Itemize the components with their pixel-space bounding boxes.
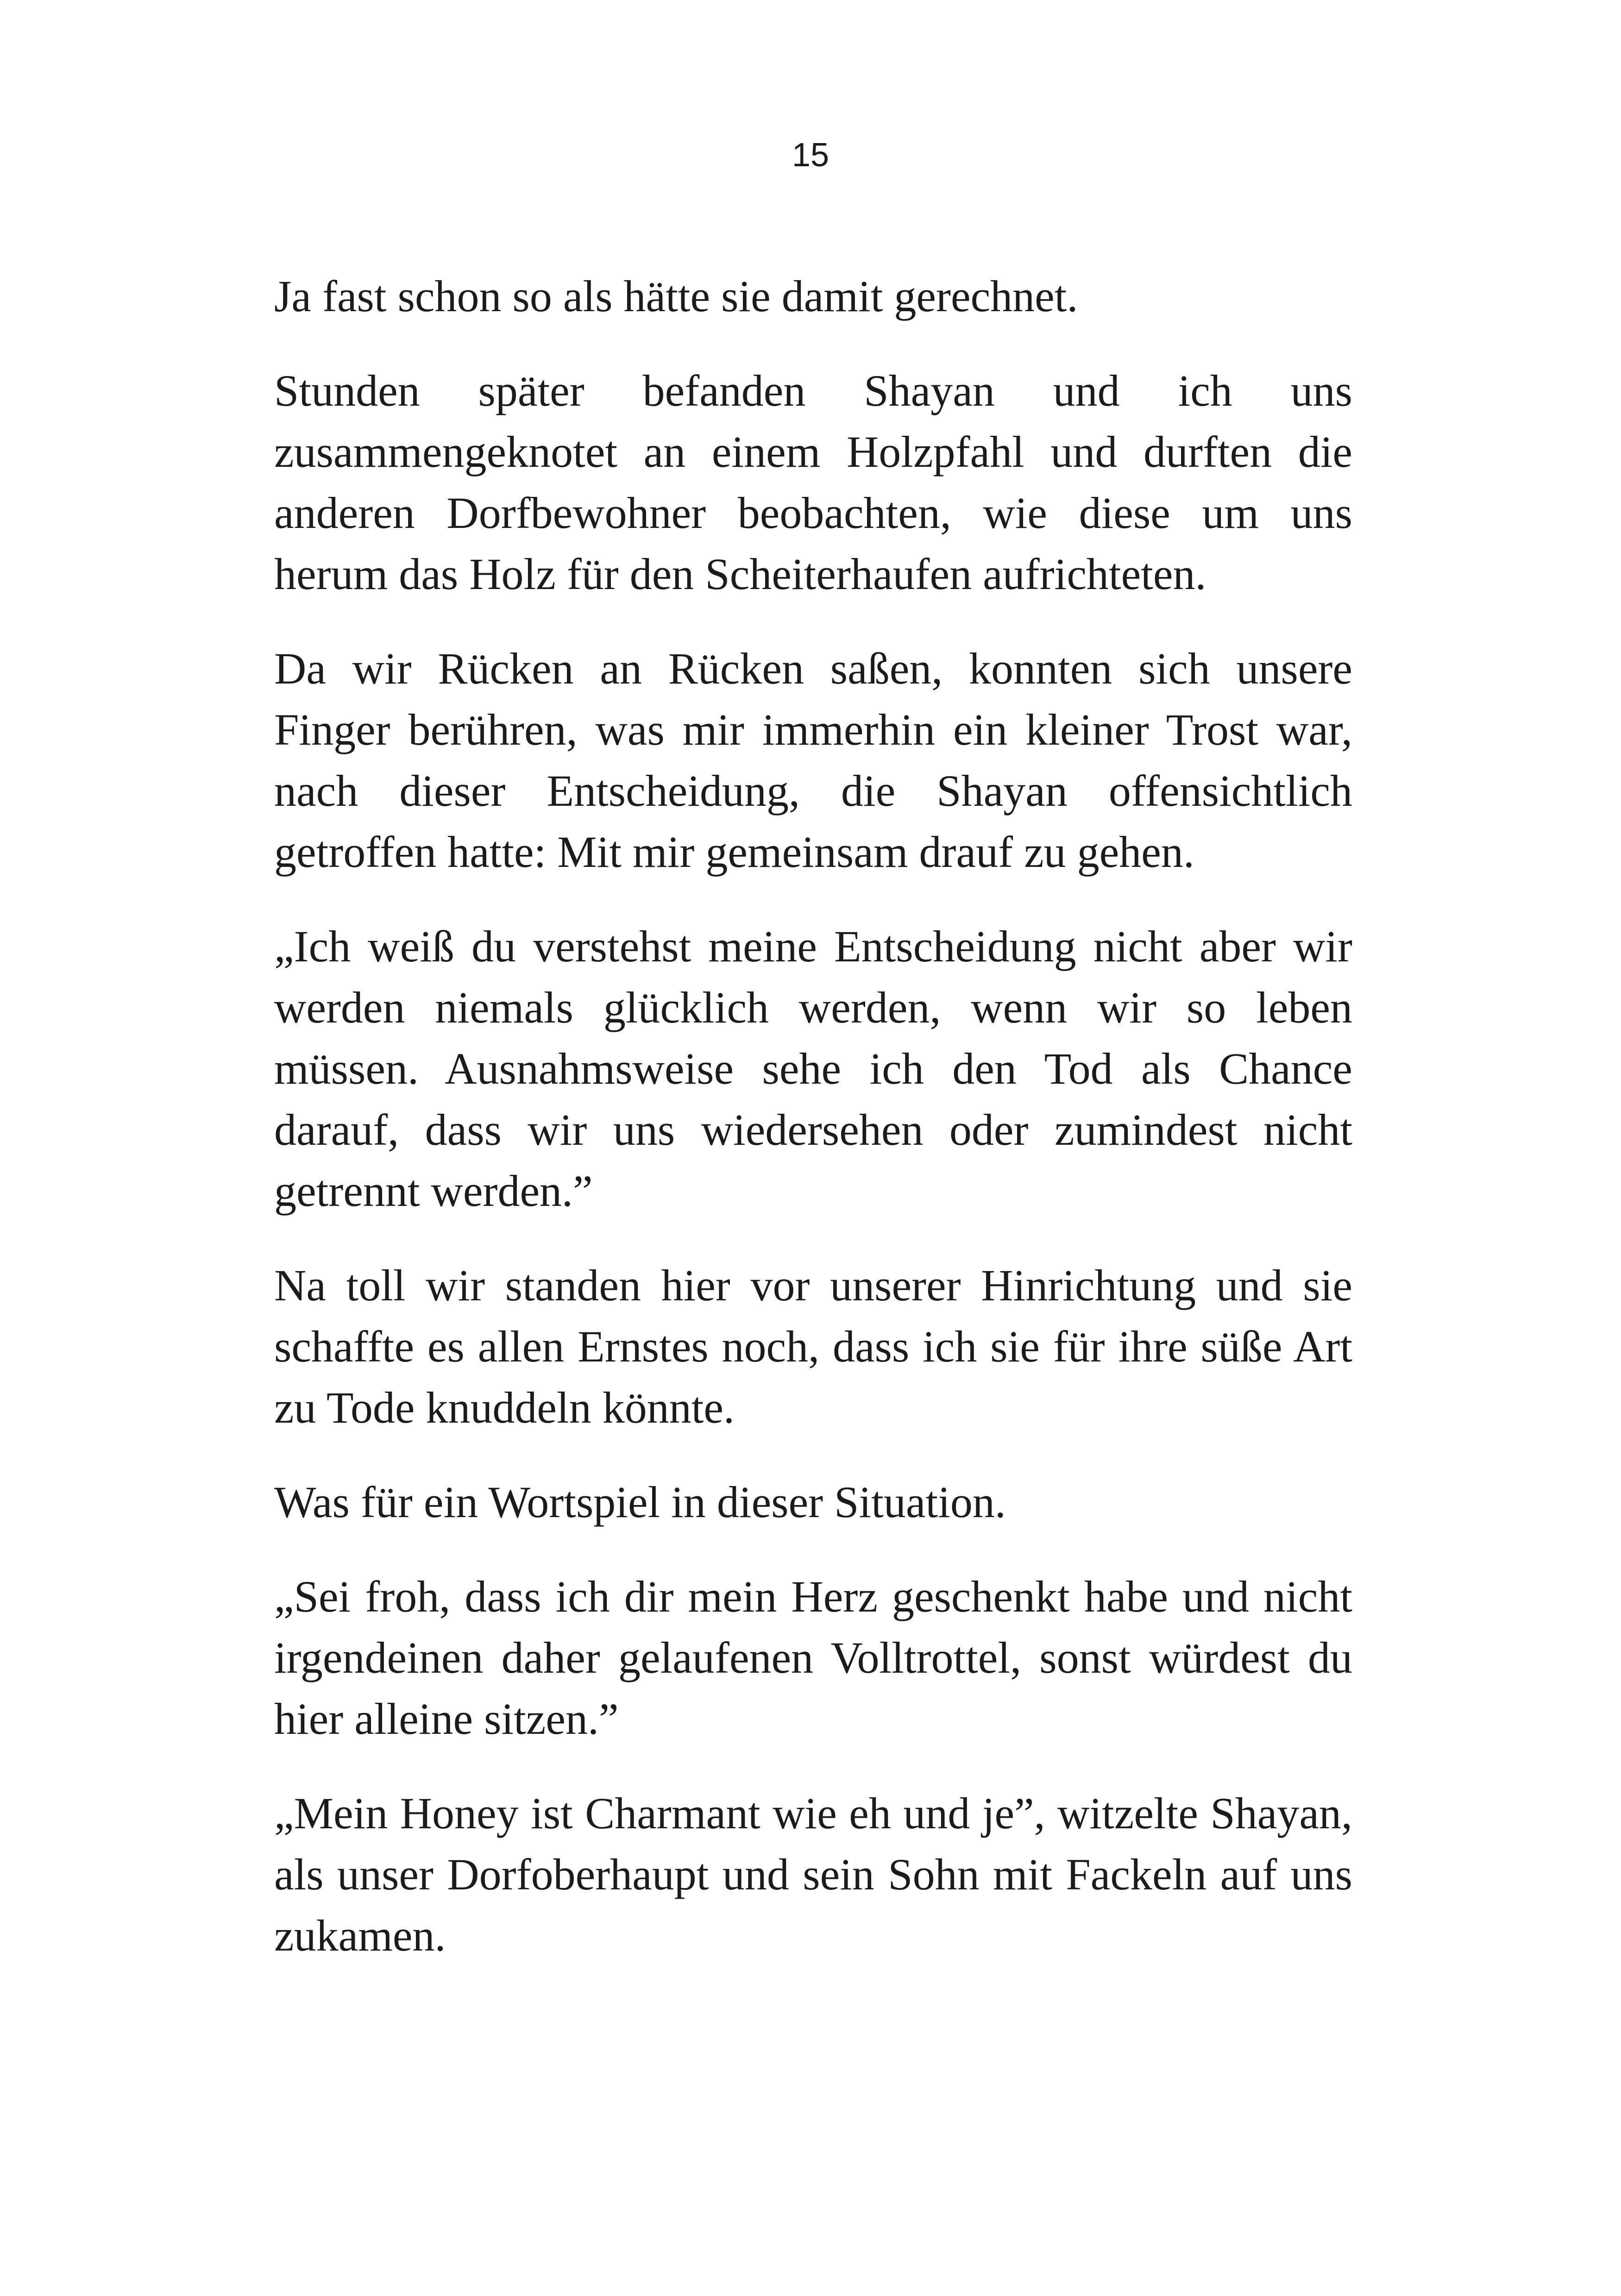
paragraph: Stunden später befanden Shayan und ich uns zusammengeknotet an einem Holzpfahl und durften die anderen Dorfbewohner beobachten, wie diese um uns herum das Holz für den Scheiterhaufen aufrichteten. — [274, 366, 1352, 599]
paragraph: Da wir Rücken an Rücken saßen, konnten sich unsere Finger berühren, was mir immerhin ein kleiner Trost war, nach dieser Entscheidung, die Shayan offensichtlich getroffen hatte: Mit mir gemeinsam drauf zu gehen. — [274, 644, 1352, 877]
paragraph: „Ich weiß du verstehst meine Entscheidung nicht aber wir werden niemals glücklich werden, wenn wir so leben müssen. Ausnahmsweise sehe ich den Tod als Chance darauf, dass wir uns wiedersehen oder zumindest nicht getrennt werden.” — [274, 922, 1352, 1216]
paragraph: „Mein Honey ist Charmant wie eh und je”, witzelte Shayan, als unser Dorfoberhaupt und sein Sohn mit Fackeln auf uns zukamen. — [274, 1788, 1352, 1960]
paragraph: Na toll wir standen hier vor unserer Hinrichtung und sie schaffte es allen Ernstes noch, dass ich sie für ihre süße Art zu Tode knuddeln könnte. — [274, 1261, 1352, 1432]
paragraph: „Sei froh, dass ich dir mein Herz geschenkt habe und nicht irgendeinen daher gelaufenen Volltrottel, sonst würdest du hier alleine sitzen.” — [274, 1572, 1352, 1744]
page-number: 15 — [792, 137, 829, 174]
paragraph: Was für ein Wortspiel in dieser Situation. — [274, 1477, 1006, 1527]
body-text — [274, 266, 1352, 1966]
paragraph: Ja fast schon so als hätte sie damit gerechnet. — [274, 271, 1078, 321]
